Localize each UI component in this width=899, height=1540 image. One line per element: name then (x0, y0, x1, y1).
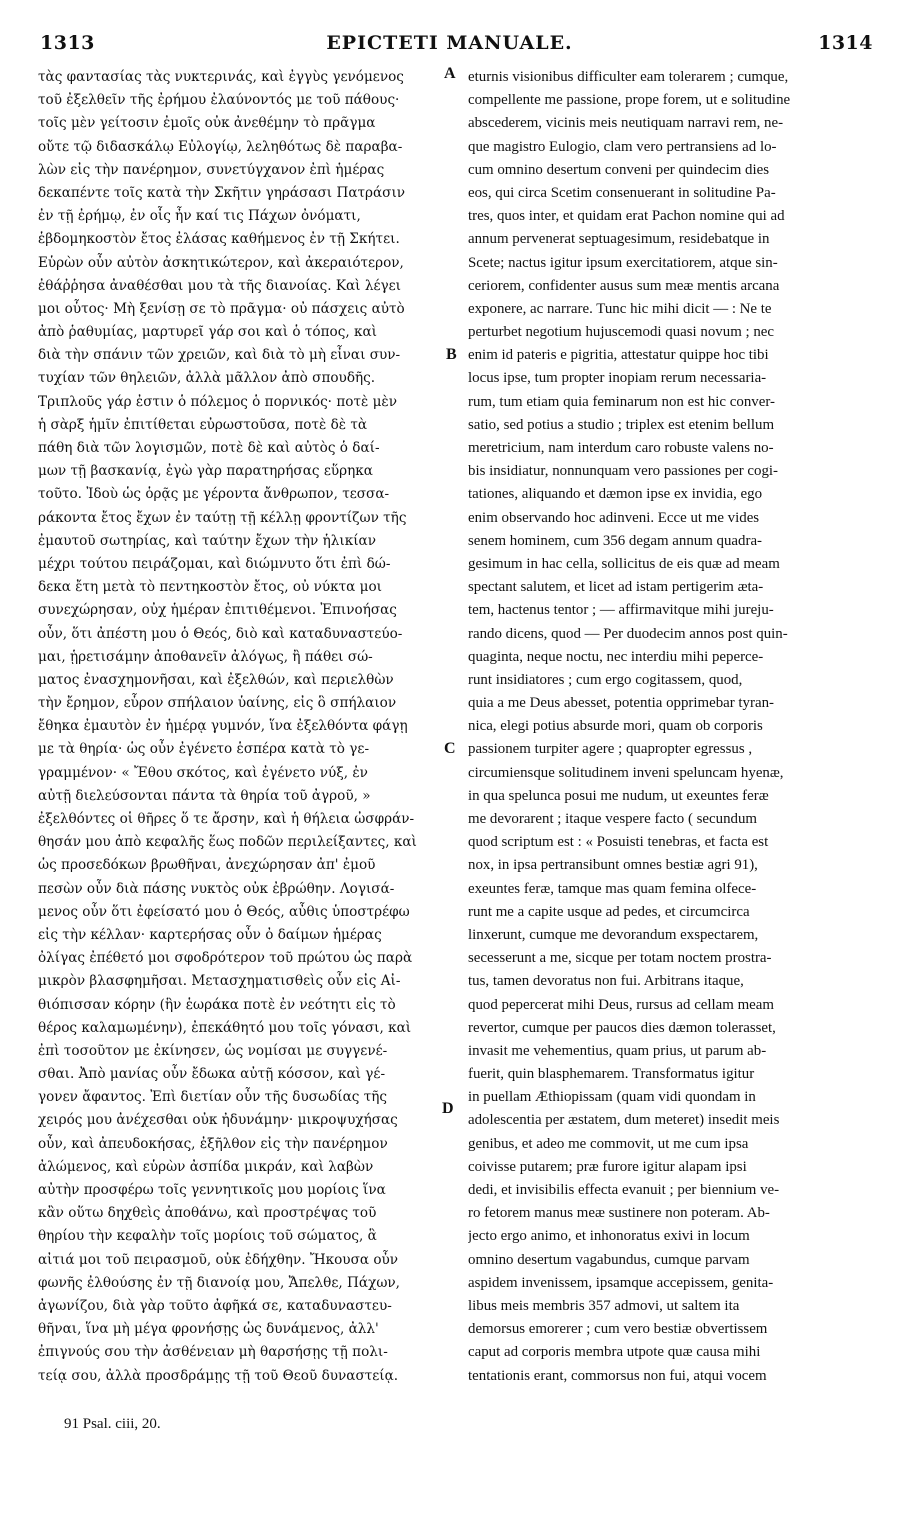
greek-text-line: λὼν εἰς τὴν πανέρημον, συνετύγχανον ἐπὶ ἡμέρας (38, 161, 385, 178)
latin-text-line: libus meis membris 357 admovi, ut saltem ita (468, 1297, 740, 1314)
greek-text-line: πάθη διὰ τῶν λογισμῶν, ποτὲ δὲ καὶ αὐτὸς ὁ δαί- (38, 440, 380, 456)
latin-text-line: rando dicens, quod — Per duodecim annos post quin- (468, 625, 788, 642)
greek-text-line: τὴν ἔρημον, εὗρον σπήλαιον ὑαίνης, εἰς ὃ σπήλαιον (38, 695, 397, 712)
greek-text-line: ἑβδομηκοστὸν ἔτος ἐλάσας καθήμενος ἐν τῇ Σκήτει. (38, 231, 400, 248)
latin-text-line: fuerit, quin blasphemarem. Transformatus igitur (468, 1066, 755, 1083)
latin-text-column (468, 66, 878, 1388)
latin-text-line: adolescentia per æstatem, dum meteret) insedit meis (468, 1112, 780, 1129)
greek-text-line: γραμμένον· « Ἔθου σκότος, καὶ ἐγένετο νύξ, ἐν (38, 764, 368, 781)
latin-text-line: runt me a capite usque ad pedes, et circumcirca (468, 903, 750, 920)
section-marker-d: D (442, 1100, 454, 1117)
latin-text-line: tem, hactenus tentor ; — affirmavitque mihi jureju- (468, 602, 774, 619)
latin-text-line: locus ipse, tum propter inopiam rerum necessaria- (468, 370, 767, 387)
greek-text-line: χειρός μου ἀνέχεσθαι οὐκ ἠδυνάμην· μικροψυχήσας (38, 1112, 398, 1129)
greek-text-line: μαι, ᾑρετισάμην ἀποθανεῖν ἀλόγως, ἢ πάθει σώ- (38, 648, 373, 665)
greek-text-line: οὖν, ὅτι ἀπέστη μου ὁ Θεός, διὸ καὶ καταδυναστεύο- (38, 625, 403, 642)
latin-text-line: ro fetorem manus meæ sustinere non poteram. Ab- (468, 1205, 770, 1222)
latin-text-line: quaginta, neque noctu, nec interdiu mihi peperce- (468, 648, 764, 665)
latin-text-line: nox, in ipsa pertransibunt omnes bestiæ agri 91), (468, 857, 758, 874)
greek-text-line: ματος ἐνασχημονῆσαι, καὶ ἐξελθών, καὶ περιελθὼν (38, 671, 394, 688)
latin-text-line: quia a me Deus abesset, potentia opprimebar tyran- (468, 695, 774, 712)
greek-text-line: θῆναι, ἵνα μὴ μέγα φρονήσῃς ὡς δυνάμενος, ἀλλ' (38, 1321, 379, 1338)
greek-text-line: ἡ σὰρξ ἡμῖν ἐπιτίθεται εὐρωστοῦσα, ποτὲ δὲ τὰ (38, 416, 368, 433)
greek-text-line: ἀπὸ ῥαθυμίας, μαρτυρεῖ γάρ σοι καὶ ὁ τόπος, καὶ (38, 324, 377, 341)
greek-text-line: κἂν οὕτω δηχθεὶς ἀποθάνω, καὶ προστρέψας τοῦ (38, 1205, 377, 1222)
page-number-right: 1314 (818, 32, 873, 54)
latin-text-line: invasit me vehementius, quam prius, ut parum ab- (468, 1042, 767, 1059)
greek-text-line: μων τῇ βασκανίᾳ, ἐγὼ γὰρ παρατηρήσας εὕρηκα (38, 463, 373, 480)
greek-text-line: ἐξελθόντες οἱ θῆρες ὅ τε ἄρσην, καὶ ἡ θήλεια ὠσφράν- (38, 811, 415, 827)
greek-text-line: με τὰ θηρία· ὡς οὖν ἐγένετο ἑσπέρα κατὰ τὸ γε- (38, 741, 370, 758)
greek-text-line: δεκαπέντε τοῖς κατὰ τὴν Σκῆτιν γηράσασι Πατράσιν (38, 184, 406, 201)
latin-text-line: tres, quos inter, et quidam erat Pachon nomine qui ad (468, 208, 785, 225)
greek-text-line: θιόπισσαν κόρην (ἣν ἑωράκα ποτὲ ἐν νεότητι εἰς τὸ (38, 996, 396, 1013)
latin-text-line: gesimum in hac cella, sollicitus de eis quæ ad meam (468, 555, 780, 572)
greek-text-line: θέρος καλαμωμένην), ἐπεκάθητό μου τοῖς γόνασι, καὶ (38, 1019, 412, 1036)
section-marker-c: C (444, 740, 456, 757)
latin-text-line: me devorarent ; itaque vespere facto ( secundum (468, 811, 758, 827)
greek-text-line: ἐθάῤῥησα ἀναθέσθαι μου τὰ τῆς διανοίας. Καὶ λέγει (38, 277, 401, 294)
greek-text-line: ἐπὶ τοσοῦτον με ἐκίνησεν, ὡς νομίσαι με συγγενέ- (38, 1042, 388, 1059)
greek-text-line: ἐμαυτοῦ σωτηρίας, καὶ ταύτην ἔχων τὴν ἡλικίαν (38, 532, 376, 549)
greek-text-line: διὰ τὴν σπάνιν τῶν χρειῶν, καὶ διὰ τὸ μὴ εἶναι συν- (38, 347, 401, 364)
footnote: 91 Psal. ciii, 20. (64, 1416, 161, 1432)
latin-text-line: eturnis visionibus difficulter eam tolerarem ; cumque, (468, 69, 789, 85)
greek-text-line: τοῖς μὲν γείτοσιν ἐμοῖς οὐκ ἀνεθέμην τὸ πρᾶγμα (38, 115, 376, 132)
latin-text-line: dedi, et invisibilis effecta evanuit ; per biennium ve- (468, 1182, 780, 1198)
latin-text-line: omnino desertum vagabundus, cumque parvam (468, 1251, 750, 1268)
latin-text-line: eos, qui circa Scetim consenuerant in solitudine Pa- (468, 184, 776, 201)
latin-text-line: tus, tamen devoratus non fui. Arbitrans itaque, (468, 973, 744, 990)
latin-text-line: rum, tum etiam quia feminarum non est hic conver- (468, 393, 775, 410)
latin-text-line: jecto ergo animo, et inhonoratus exivi in locum (468, 1228, 750, 1245)
greek-text-line: φωνῆς ἐλθούσης ἐν τῇ διανοίᾳ μου, Ἄπελθε, Πάχων, (38, 1274, 400, 1291)
greek-text-line: τυχίαν τῶν θηλειῶν, ἀλλὰ μᾶλλον ἀπὸ σπουδῆς. (38, 370, 376, 387)
greek-text-line: ἀγωνίζου, διὰ γὰρ τοῦτο ἀφῆκά σε, καταδυναστευ- (38, 1297, 392, 1314)
greek-text-line: τὰς φαντασίας τὰς νυκτερινάς, καὶ ἐγγὺς γενόμενος (38, 69, 404, 85)
latin-text-line: linxerunt, cumque me devorandum exspectarem, (468, 926, 759, 943)
latin-text-line: ceriorem, confidenter ausus sum meæ mentis arcana (468, 277, 780, 294)
latin-text-line: abscederem, vicinis meis neutiquam narravi rem, ne- (468, 115, 784, 132)
greek-text-line: ἐν τῇ ἐρήμῳ, ἐν οἷς ἦν καί τις Πάχων ὀνόματι, (38, 208, 361, 225)
greek-text-line: αἰτιά μοι τοῦ πειρασμοῦ, οὐκ ἐδήχθην. Ἤκουσα οὖν (38, 1251, 399, 1268)
greek-text-line: οὖν, καὶ ἀπευδοκήσας, ἐξῆλθον εἰς τὴν πανέρημον (38, 1135, 388, 1152)
greek-text-line: αὐτὴν προσφέρω τοῖς γεννητικοῖς μου μορίοις ἵνα (38, 1182, 386, 1198)
greek-text-line: πεσὼν οὖν διὰ πάσης νυκτὸς οὐκ ἐβρώθην. Λογισά- (38, 880, 395, 897)
latin-text-line: cum omnino desertum conveni per quindecim dies (468, 161, 770, 178)
latin-text-line: runt insidiatores ; cum ergo cogitassem, quod, (468, 671, 743, 688)
greek-text-line: ὡς προσεδόκων βρωθῆναι, ἀνεχώρησαν ἀπ' ἐμοῦ (38, 857, 376, 874)
greek-text-line: εἰς τὴν κέλλαν· καρτερήσας οὖν ὀ δαίμων ἡμέρας (38, 926, 382, 943)
latin-text-line: caput ad corporis membra utpote quæ causa mihi (468, 1344, 761, 1361)
greek-text-line: Εὑρὼν οὖν αὐτὸν ἀσκητικώτερον, καὶ ἀκεραιότερον, (38, 254, 404, 271)
greek-text-line: ἐπιγνούς σου τὴν ἀσθένειαν μὴ θαρσήσῃς τῇ πολι- (38, 1344, 388, 1361)
greek-text-line: ράκοντα ἔτος ἔχων ἐν ταύτῃ τῇ κέλλῃ φροντίζων τῆς (38, 509, 407, 526)
greek-text-line: μενος οὖν ὅτι ἐφείσατό μου ὁ Θεός, αὖθις ὑποστρέφω (38, 903, 410, 920)
latin-text-line: perturbet negotium hujuscemodi quasi novum ; nec (468, 324, 775, 341)
latin-text-line: demorsus emorerer ; cum vero bestiæ obvertissem (468, 1321, 768, 1338)
latin-text-line: exeuntes feræ, tamque mas quam femina olfece- (468, 880, 757, 897)
greek-text-line: μέχρι τούτου πειράζομαι, καὶ διώμνυτο ὅτι ἐπὶ δώ- (38, 555, 391, 572)
greek-text-line: μικρὸν βλασφημῆσαι. Μετασχηματισθεὶς οὖν εἰς Αἰ- (38, 973, 401, 990)
latin-text-line: senem hominem, cum 356 degam annum quadra- (468, 532, 763, 549)
latin-text-line: quod pepercerat mihi Deus, rursus ad cellam meam (468, 996, 774, 1013)
greek-text-line: αὐτῇ διελεύσονται πάντα τὰ θηρία τοῦ ἀγροῦ, » (38, 787, 371, 804)
latin-text-line: enim id pateris e pigritia, attestatur quippe hoc tibi (468, 347, 769, 364)
greek-text-line: τείᾳ σου, ἀλλὰ προσδράμῃς τῇ τοῦ Θεοῦ δυναστείᾳ. (38, 1367, 399, 1384)
latin-text-line: nica, elegi potius absurde mori, quam ob corporis (468, 718, 763, 735)
section-marker-b: B (446, 346, 457, 363)
greek-text-line: τοῦ ἐξελθεῖν τῆς ἐρήμου ἐλαύνοντός με τοῦ πάθους· (38, 92, 400, 109)
latin-text-line: bis insidiatur, nonnunquam vero passiones per cogi- (468, 463, 778, 480)
greek-text-line: ἀλώμενος, καὶ εὑρὼν ἀσπίδα μικράν, καὶ λαβὼν (38, 1158, 374, 1175)
latin-text-line: secesserunt a me, sicque per totam noctem prostra- (468, 950, 772, 967)
latin-text-line: compellente me passione, prope forem, ut e solitudine (468, 92, 791, 109)
latin-text-line: quod scriptum est : « Posuisti tenebras, et facta est (468, 834, 769, 851)
greek-text-line: θηρίου τὴν κεφαλὴν τοῖς μορίοις τοῦ σώματος, ἃ (38, 1228, 377, 1245)
page-number-left: 1313 (40, 32, 95, 54)
greek-text-line: σθαι. Ἀπὸ μανίας οὖν ἔδωκα αὐτῇ κόσσον, καὶ γέ- (38, 1066, 386, 1083)
greek-text-line: γονεν ἄφαντος. Ἐπὶ διετίαν οὖν τῆς δυσωδίας τῆς (38, 1089, 388, 1106)
latin-text-line: in puellam Æthiopissam (quam vidi quondam in (468, 1089, 756, 1106)
latin-text-line: aspidem invenissem, ipsamque accepissem, genita- (468, 1274, 774, 1291)
greek-text-line: δεκα ἔτη μετὰ τὸ πεντηκοστὸν ἔτος, οὐ νύκτα μοι (38, 579, 382, 596)
running-title: EPICTETI MANUALE. (326, 32, 573, 54)
latin-text-line: annum pervenerat septuagesimum, residebatque in (468, 231, 770, 248)
latin-text-line: circumiensque solitudinem inveni speluncam hyenæ, (468, 764, 784, 781)
latin-text-line: meretricium, nam interdum caro robuste valens no- (468, 440, 774, 456)
latin-text-line: passionem turpiter agere ; quapropter egressus , (468, 741, 753, 758)
latin-text-line: genibus, et adeo me commovit, ut me cum ipsa (468, 1135, 749, 1152)
latin-text-line: exponere, ac narrare. Tunc hic mihi dicit — : Ne te (468, 300, 772, 317)
greek-text-line: συνεχώρησαν, οὐχ ἡμέραν ἐπιτιθέμενοι. Ἐπινοήσας (38, 602, 397, 619)
greek-text-line: ὀλίγας ἐπέθετό μοι σφοδρότερον τοῦ πρώτου ὡς παρὰ (38, 950, 413, 967)
latin-text-line: enim observando hoc adinveni. Ecce ut me vides (468, 509, 760, 526)
greek-text-line: μοι οὗτος· Μὴ ξενίσῃ σε τὸ πρᾶγμα· οὐ πάσχεις αὐτὸ (38, 300, 405, 317)
section-marker-a: A (444, 65, 456, 82)
latin-text-line: Scete; nactus igitur ipsum exercitatiorem, atque sin- (468, 254, 778, 271)
greek-text-column (38, 66, 438, 1388)
latin-text-line: revertor, cumque per paucos dies dæmon tolerasset, (468, 1019, 776, 1036)
greek-text-line: οὔτε τῷ διδασκάλῳ Εὐλογίῳ, λεληθότως δὲ παραβα- (38, 138, 403, 155)
greek-text-line: ἔθηκα ἐμαυτὸν ἐν ἡμέρᾳ γυμνόν, ἵνα ἐξελθόντα φάγῃ (38, 718, 408, 735)
greek-text-line: Τριπλοῦς γάρ ἐστιν ὁ πόλεμος ὁ πορνικός· ποτὲ μὲν (38, 393, 397, 410)
latin-text-line: que magistro Eulogio, clam vero pertransiens ad lo- (468, 138, 777, 155)
greek-text-line: θησάν μου ἀπὸ κεφαλῆς ἕως ποδῶν περιλείξαντες, καὶ (38, 834, 417, 851)
greek-text-line: τοῦτο. Ἰδοὺ ὡς ὁρᾷς με γέροντα ἄνθρωπον, τεσσα- (38, 486, 390, 503)
latin-text-line: tationes, aliquando et dæmon ipse ex invidia, ego (468, 486, 763, 503)
latin-text-line: satio, sed potius a studio ; triplex est etenim bellum (468, 416, 775, 433)
latin-text-line: in qua spelunca posui me nudum, ut exeuntes feræ (468, 787, 769, 804)
latin-text-line: coivisse putarem; præ furore igitur alapam ipsi (468, 1158, 747, 1175)
latin-text-line: spectant salutem, et licet ad istam pertigerim æta- (468, 579, 764, 596)
latin-text-line: tentationis erant, commorsus non fui, atqui vocem (468, 1367, 767, 1384)
